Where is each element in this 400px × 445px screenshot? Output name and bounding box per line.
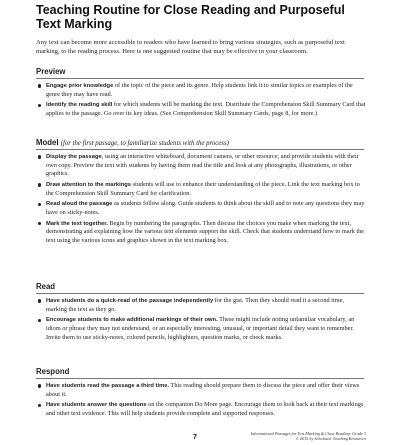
footer-credit-line: Informational Passages for Text Marking & Close Reading: Grade 3 [250, 431, 366, 436]
list-item [36, 297, 366, 314]
bullet-lead: Have students do a quick-read of the passage independently [46, 298, 214, 304]
bullet-lead: Engage prior knowledge [46, 83, 114, 89]
list-item [36, 181, 366, 198]
list-item [36, 382, 366, 399]
section-divider [36, 378, 364, 379]
model-subheading: (for the first passage, to familiarize students with the process) [60, 140, 229, 147]
bullet-text: on the companion Do More page. Encourage them to look back at their text markings and other text evidence. This will help students provide complete and supported responses. [46, 401, 364, 417]
list-item [36, 101, 366, 118]
bullet-text: students will use to enhance their understanding of the piece. Link the text marking box to the Comprehension Skill Summary Card for clarification. [46, 180, 360, 197]
section-heading-preview: Preview [36, 67, 66, 76]
respond-list [36, 382, 366, 421]
section-divider [36, 293, 364, 294]
list-item [36, 316, 366, 342]
bullet-text: for the gist. Then they should read it a second time, marking the text as they go. [46, 297, 345, 313]
bullet-text: , using an interactive whiteboard, document camera, or other resource, and provide students with their own copy. Preview the text with students by having them read the title and look at any photographs, illustrations, or other graphics. [46, 153, 359, 178]
section-divider [36, 78, 364, 79]
bullet-text: Begin by numbering the paragraphs. Then discuss the choices you make when marking the text, demonstrating and explaining how the various text elements support the skill. Check that students understand how to mark the text using the various icons and graphics shown in the text marking box. [46, 219, 365, 244]
list-item [36, 153, 366, 179]
bullet-lead: Read aloud the passage [46, 201, 113, 208]
preview-list [36, 82, 366, 121]
page-title: Teaching Routine for Close Reading and Purposeful Text Marking [36, 3, 345, 31]
bullet-lead: Identify the reading skill [46, 102, 113, 109]
bullet-text: This reading should prepare them to discuss the piece and offer their views about it. [46, 382, 360, 398]
bullet-lead: Have students read the passage a third time. [46, 383, 170, 389]
section-heading-read: Read [36, 282, 56, 291]
bullet-text: for which students will be marking the text. Distribute the Comprehension Skill Summary Card that applies to the passage. Go over its key ideas. (See Comprehension Skill Summary Cards, page 8, for more.) [46, 101, 366, 117]
bullet-lead: Mark the text together. [46, 220, 108, 227]
list-item [36, 401, 366, 418]
section-heading-respond: Respond [36, 367, 70, 376]
bullet-text: These might include noting unfamiliar vocabulary, an idiom or phrase they may not understand, or an especially interesting, unusual, or important detail they want to remember. Invite them to use sticky-notes, colored pencils, highlighters, question marks, or check marks. [46, 316, 355, 341]
page-number: 7 [193, 434, 197, 441]
section-divider [36, 149, 364, 150]
model-heading-text: Model [36, 138, 59, 147]
section-heading-model [36, 138, 364, 149]
footer-copyright-line: © 2015 by Scholastic Teaching Resources [295, 436, 366, 442]
bullet-text: of the topic of the piece and its genre. Help students link it to similar topics or examples of the genre they may have read. [46, 82, 353, 98]
bullet-lead: Have students answer the questions [46, 402, 147, 409]
intro-paragraph: Any text can become more accessible to readers who have learned to bring various strategies, such as purposeful text marking, to the reading process. Here is one suggested routine that may be effective in your classroom. [36, 39, 345, 56]
bullet-lead: Draw attention to the markings [46, 181, 132, 188]
model-list [36, 153, 366, 248]
read-list [36, 297, 366, 344]
list-item [36, 220, 366, 246]
list-item [36, 82, 366, 99]
bullet-text: as students follow along. Guide students to think about the skill and to note any questions they may have on sticky-notes. [46, 200, 365, 216]
bullet-lead: Encourage students to make additional markings of their own. [46, 317, 218, 324]
list-item [36, 200, 366, 217]
bullet-lead: Display the passage [46, 154, 102, 160]
footer-credit [251, 431, 366, 441]
